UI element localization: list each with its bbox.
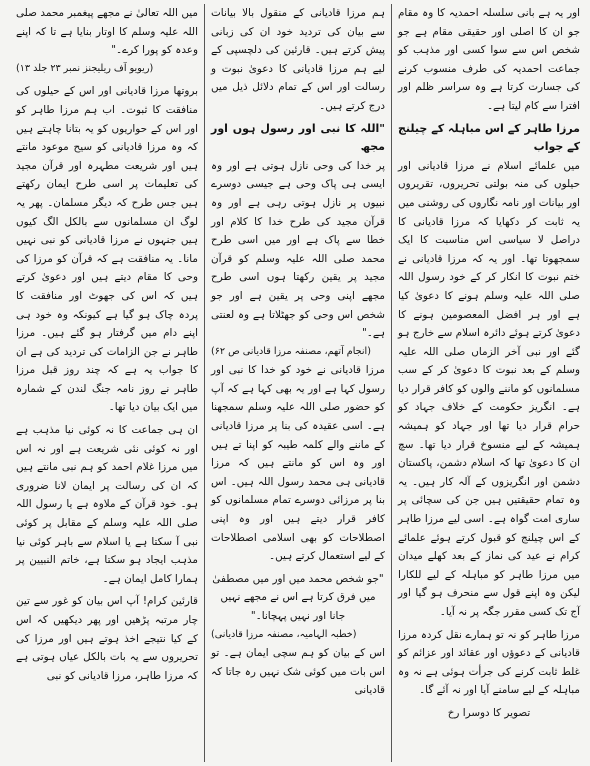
section-heading: مرزا طاہر کے اس مباہلہ کے چیلنج کے جواب bbox=[398, 121, 580, 154]
paragraph: مرزا طاہر کو نہ تو ہمارے نقل کردہ مرزا قادیانی کے دعوؤں اور عقائد اور عزائم کو غلط ثابت کرنے کی جرأت ہوئی ہے نہ وہ مباہلہ کے لیے سامنے آیا اور نہ آئے گا۔ bbox=[398, 628, 580, 697]
citation: (خطبہ الہامیہ، مصنفہ مرزا قادیانی) bbox=[211, 628, 357, 640]
column-middle bbox=[204, 4, 392, 762]
paragraph: اس کے بیان کو ہم سچی ایمان ہے۔ تو اس بات میں کوئی شک نہیں رہ جاتا کہ قادیانی bbox=[211, 647, 385, 697]
quote-heading: "اللہ کا نبی اور رسول ہوں اور مجھ bbox=[211, 121, 385, 154]
closing-caption: تصویر کا دوسرا رخ bbox=[447, 706, 531, 719]
paragraph: میں اللہ تعالیٰ نے مجھے پیغمبر محمد صلی اللہ علیہ وسلم کا اوتار بنایا ہے تا کہ اپنے وعدہ کو پورا کرے۔" bbox=[16, 7, 198, 57]
paragraph: ہم مرزا قادیانی کے منقول بالا بیانات سے بیان کی تردید خود ان کی زبانی پیش کرتے ہیں۔ قارئین کی دلچسپی کے لیے ہم مرزا قادیانی کا دعویٰ نبوت و رسالت اور اس کے تمام دلائل ذیل میں درج کرتے ہیں۔ bbox=[211, 7, 385, 112]
column-left bbox=[12, 4, 204, 762]
paragraph: پر خدا کی وحی نازل ہوتی ہے اور وہ ایسی ہی پاک وحی ہے جیسی دوسرے نبیوں پر نازل ہوتی رہی ہے اور وہ قرآن مجید کی طرح خدا کا کلام اور خطا سے پاک ہے اور میں اسی طرح محمد صلی اللہ علیہ وسلم کو قرآن مجید پر یقین رکھتا ہوں اسی طرح مجھے اپنی وحی پر یقین ہے اور جو شخص اس وحی کو جھٹلاتا ہے وہ لعنتی ہے۔" bbox=[211, 159, 385, 340]
paragraph: اور یہ ہے بانی سلسلہ احمدیہ کا وہ مقام جو ان کا اصلی اور حقیقی مقام ہے جو شخص اس سے سوا کسی اور مذہب کو جماعت احمدیہ کی طرف منسوب کرنے کی جسارت کرتا ہے وہ سراسر ظلم اور افترا سے کام لیتا ہے۔ bbox=[398, 7, 580, 112]
paragraph: میں علمائے اسلام نے مرزا قادیانی اور حیلوں کی منہ بولتی تحریروں، تقریروں اور بیانات اور نامہ نگاروں کی روشنی میں یہ ثابت کر دکھایا کہ مرزا قادیانی کا دراصل لا سیاسی اس مناسبت کا ایک سمجھوتا تھا۔ اور یہ کہ مرزا قادیانی نے ختم نبوت کا انکار کر کے خود رسول اللہ صلی اللہ علیہ وسلم ہونے کا دعویٰ کیا ہے اور ہر افضل المعصومین ہونے کا دعویٰ کرتے ہوئے دائرہ اسلام سے خارج ہو گئے اور نبی آخر الزماں صلی اللہ علیہ وسلم کے بعد نبوت کا دعویٰ کر کے سب مسلمانوں کو ماننے والوں کو کافر قرار دیا ہے۔ انگریز حکومت کے خلاف جہاد کو حرام قرار دیا تھا اور جہاد کو ہمیشہ ہمیشہ کے لیے منسوخ قرار دیا تھا۔ سچ ان کا دعویٰ تھا کہ اسلام دشمن، پاکستان دشمن اور انگریزوں کے آلہ کار ہیں۔ یہ وہ تمام حقیقتیں ہیں جن کی سچائی پر ساری امت گواہ ہے۔ اسی لیے مرزا طاہر کے اس چیلنج کو قبول کرتے ہوئے علمائے کرام نے عید کی نماز کے بعد کھلے میدان میں مرزا طاہر کو مباہلہ کے لیے للکارا لیکن وہ اپنے قول سے منحرف ہو گیا اور آج تک کسی مقرر جگہ پر نہ آیا۔ bbox=[398, 159, 580, 618]
citation: (ریویو آف ریلیجنز نمبر ۲۳ جلد ۱۳) bbox=[16, 62, 154, 74]
paragraph: قارئین کرام! آپ اس بیان کو غور سے تین چار مرتبہ پڑھیں اور پھر دیکھیں کہ اس کے کیا نتیجے اخذ ہوتے ہیں اور مرزا کی تحریروں سے یہ بات بالکل عیاں ہوتی ہے کہ مرزا طاہر، مرزا قادیانی کو نبی bbox=[16, 595, 198, 682]
paragraph: مرزا قادیانی نے خود کو خدا کا نبی اور رسول کہا ہے اور یہ بھی کہا ہے کہ آپ کو حضور صلی اللہ علیہ وسلم سمجھنا ہے۔ اسی عقیدہ کی بنا پر مرزا قادیانی کے ماننے والے کلمہ طیبہ کو اپنا تے ہیں اور وہ اس کو مانتے ہیں کہ مرزا قادیانی ہی محمد رسول اللہ ہیں۔ اس بنا پر مرزائی دوسرے تمام مسلمانوں کو کافر قرار دیتے ہیں اور وہ اپنی اصطلاحات کو بھی اسلامی اصطلاحات کے لیے استعمال کرتے ہیں۔ bbox=[211, 364, 385, 563]
block-quote: "جو شخص محمد میں اور میں مصطفیٰ میں فرق کرتا ہے اس نے مجھے نہیں جانا اور نہیں پہچانا۔" bbox=[212, 572, 384, 622]
paragraph: بروتھا مرزا قادیانی اور اس کے حیلوں کی منافقت کا ثبوت۔ اب ہم مرزا طاہر کو اور اس کے حواریوں کو یہ بتانا چاہتے ہیں کہ وہ مرزا قادیانی کو سیح موعود مانتے ہیں اور شریعت مطہرہ اور قرآن مجید کی تعلیمات پر اسی طرح ایمان رکھتے ہیں جس طرح کہ دیگر مسلمان۔ پھر یہ لوگ ان مسلمانوں سے بالکل الگ کیوں ہیں جنہوں نے مرزا قادیانی کو نبی نہیں مانا۔ یہ منافقت ہے کہ قرآن کو مرزا کی وحی کا مقام دیتے ہیں اور دعویٰ کرتے ہیں کہ اس کی جھوٹ اور منافقت کا پردہ چاک ہو گیا ہے کیونکہ وہ خود ہی اپنے دام میں گرفتار ہو گئے ہیں۔ مرزا طاہر نے جن الزامات کی تردید کی ہے ان کا جواب یہ ہے کہ چند روز قبل مرزا طاہر نے روز نامہ جنگ لندن کے شمارہ میں ایک بیان دیا تھا۔ bbox=[16, 85, 198, 414]
column-right bbox=[392, 4, 584, 762]
citation: (انجام آتھم، مصنفہ مرزا قادیانی ص ۶۲) bbox=[211, 345, 371, 357]
paragraph: ان ہی جماعت کا نہ کوئی نیا مذہب ہے اور نہ کوئی نئی شریعت ہے اور نہ اس میں مرزا غلام احمد کو ہم نبی مانتے ہیں کہ ان کی رسالت پر ایمان لانا ضروری ہو۔ خود قرآن کے ملاوہ ہے یا رسول اللہ صلی اللہ علیہ وسلم کے مقابل پر کوئی نبی آ سکتا ہے یا اسلام سے باہر کوئی نیا مذہب ایجاد ہو سکتا ہے، خاتم النبیین پر ہمارا کامل ایمان ہے۔ bbox=[16, 424, 198, 585]
